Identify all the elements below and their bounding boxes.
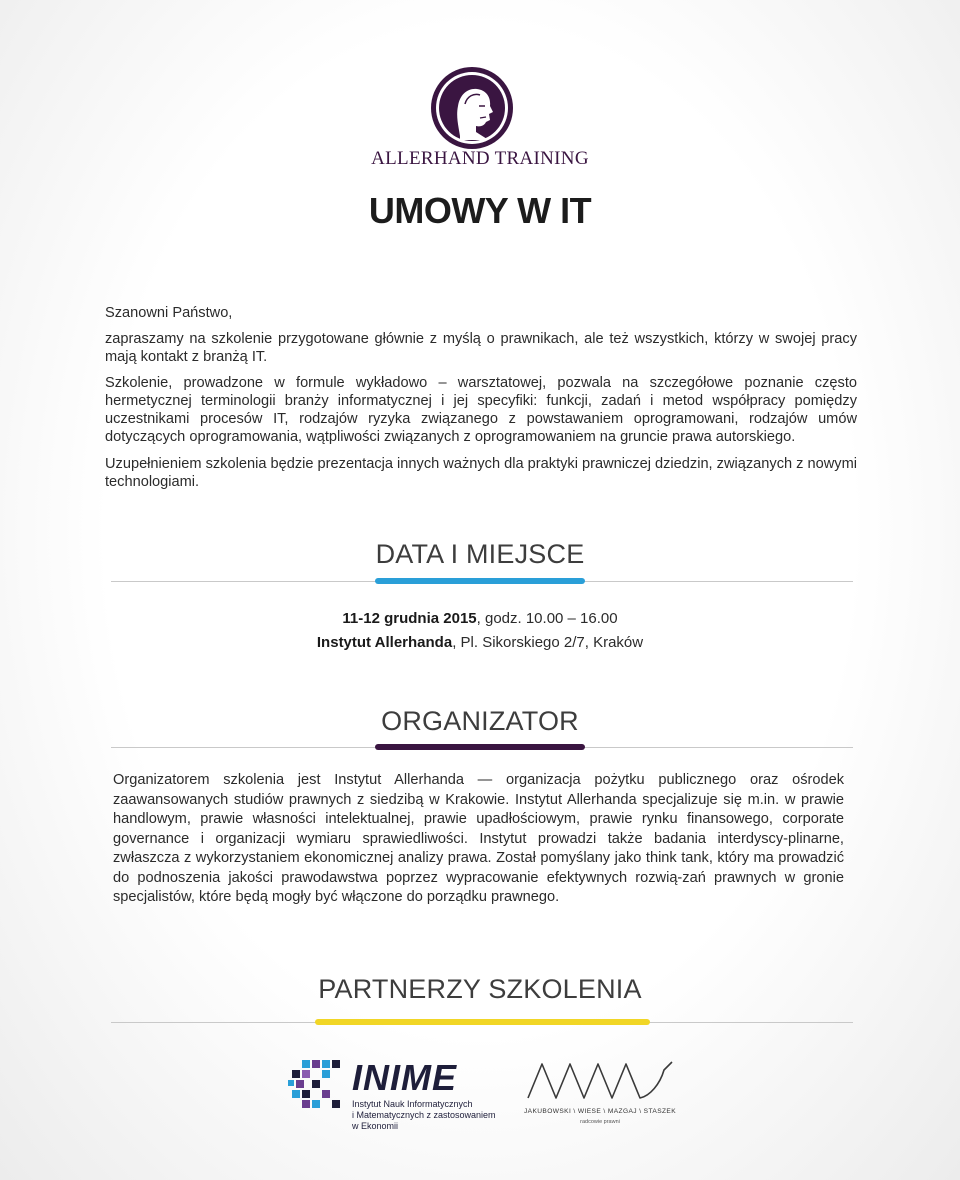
inime-subtitle-line-1: Instytut Nauk Informatycznych bbox=[352, 1099, 473, 1109]
inime-subtitle bbox=[352, 1099, 502, 1132]
section-title-partners: PARTNERZY SZKOLENIA bbox=[318, 974, 642, 1004]
inime-logo-mark bbox=[288, 1058, 344, 1108]
event-date-bold: 11-12 grudnia 2015 bbox=[342, 610, 477, 627]
intro-paragraph-3: Uzupełnieniem szkolenia będzie prezentacja innych ważnych dla praktyki prawniczej dziedzin, związanych z nowymi technologiami. bbox=[105, 456, 857, 490]
jwms-name: JAKUBOWSKI \ WIESE \ MAZGAJ \ STASZEK bbox=[523, 1108, 677, 1115]
greeting: Szanowni Państwo, bbox=[105, 305, 233, 321]
intro-paragraph-2: Szkolenie, prowadzone w formule wykładowo – warsztatowej, pozwala na szczegółowe poznanie często hermetycznej terminologii branży informatycznej i jej specyfiki: funkcji, zadań i metod współpracy pomiędzy uczestnikami procesów IT, rodzajów ryzyka związanego z powstawaniem oprogramowani, rodzajów umów dotyczących oprogramowania, wątpliwości związanych z oprogramowaniem na gruncie prawa autorskiego. bbox=[105, 375, 857, 445]
section-accent-bar bbox=[375, 578, 585, 584]
section-title-organizer: ORGANIZATOR bbox=[381, 706, 579, 736]
intro-paragraph-1: zapraszamy na szkolenie przygotowane głównie z myślą o prawnikach, ale też wszystkich, którzy w swojej pracy mają kontakt z branżą IT. bbox=[105, 331, 857, 365]
organizer-text: Organizatorem szkolenia jest Instytut Allerhanda — organizacja pożytku publicznego oraz ośrodek zaawansowanych studiów prawnych z siedzibą w Krakowie. Instytut Allerhanda specjalizuje się m.in. w prawie handlowym, prawie własności intelektualnej, prawie upadłościowym, prawie rynku finansowego, corporate governance i organizacji wymiaru sprawiedliwości. Instytut prowadzi także badania interdyscy-plinarne, zwłaszcza z wykorzystaniem ekonomicznej analizy prawa. Został pomyślany jako think tank, który ma prowadzić do podnoszenia jakości prawodawstwa poprzez wypracowanie efektywnych rozwią-zań prawnych w gronie specjalistów, które będą mogły być włączone do porządku prawnego. bbox=[113, 772, 844, 905]
allerhand-logo bbox=[430, 66, 514, 150]
section-accent-bar bbox=[315, 1019, 650, 1025]
event-place-bold: Instytut Allerhanda bbox=[316, 634, 453, 651]
inime-subtitle-line-2: i Matematycznych z zastosowaniem bbox=[352, 1110, 496, 1120]
brand-name: ALLERHAND TRAINING bbox=[371, 148, 589, 169]
event-date-rest: , godz. 10.00 – 16.00 bbox=[476, 610, 618, 627]
jwms-logo-mark bbox=[526, 1060, 676, 1100]
event-place bbox=[0, 634, 960, 651]
event-date bbox=[0, 610, 960, 627]
event-place-rest: , Pl. Sikorskiego 2/7, Kraków bbox=[452, 634, 644, 651]
section-title-date: DATA I MIEJSCE bbox=[375, 539, 585, 569]
section-accent-bar bbox=[375, 744, 585, 750]
inime-subtitle-line-3: w Ekonomii bbox=[352, 1121, 399, 1131]
page-title: UMOWY W IT bbox=[368, 190, 592, 231]
jwms-subtitle: radcowie prawni bbox=[580, 1119, 620, 1125]
inime-wordmark: INIME bbox=[352, 1057, 458, 1098]
